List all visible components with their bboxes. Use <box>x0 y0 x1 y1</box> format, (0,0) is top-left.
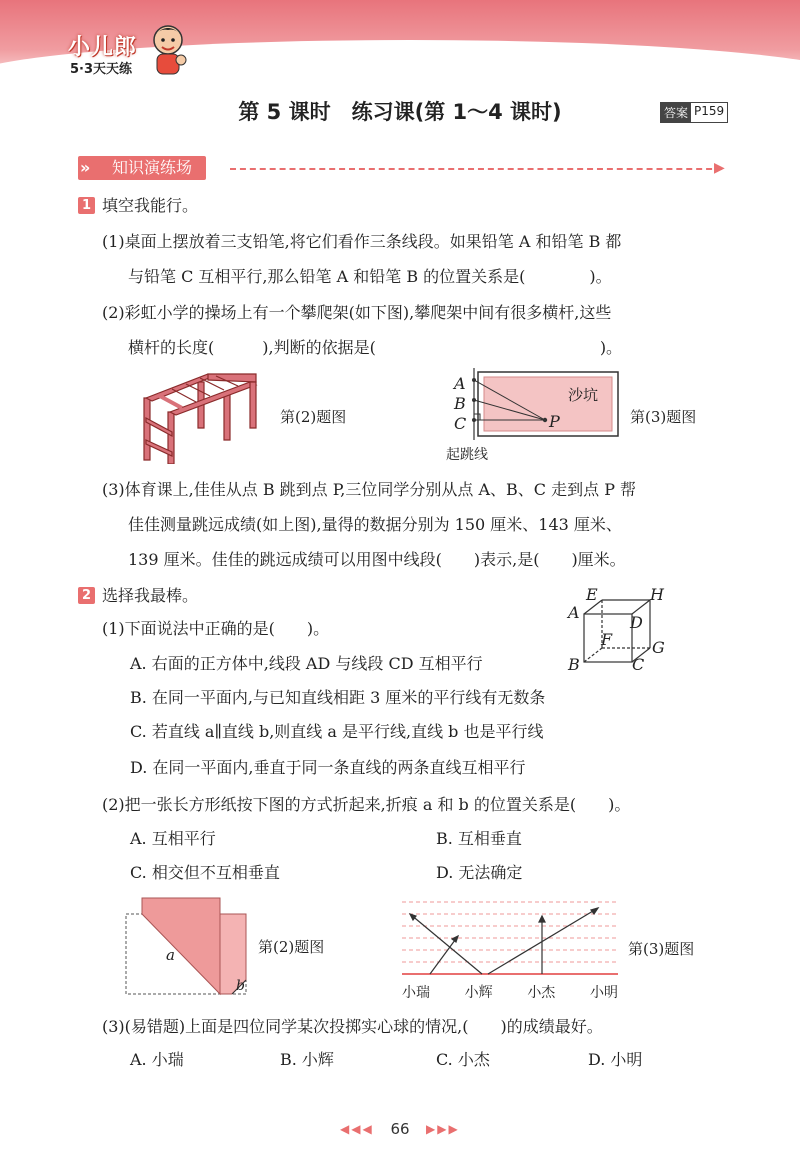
sandpit-point-a: A <box>454 374 466 393</box>
q2-s2-option-d[interactable]: D. 无法确定 <box>436 863 523 882</box>
cube-label-c: C <box>632 655 645 674</box>
throw-name-xiaohui: 小辉 <box>464 985 493 1001</box>
cube-label-b: B <box>568 655 580 674</box>
q1-p1-line2: 与铅笔 C 互相平行,那么铅笔 A 和铅笔 B 的位置关系是( )。 <box>128 267 612 286</box>
q2-s1-option-b[interactable]: B. 在同一平面内,与已知直线相距 3 厘米的平行线有无数条 <box>130 688 546 707</box>
sandpit-figure <box>450 368 622 444</box>
sandpit-point-b: B <box>454 394 466 413</box>
throw-name-xiaojie: 小杰 <box>527 985 556 1001</box>
fold-crease-a: a <box>166 946 175 964</box>
mascot-icon <box>148 22 188 82</box>
q2-s3-option-d[interactable]: D. 小明 <box>588 1050 643 1069</box>
q2-s3-option-b[interactable]: B. 小辉 <box>280 1050 334 1069</box>
q2-s3-option-c[interactable]: C. 小杰 <box>436 1050 490 1069</box>
section-tag: 知识演练场 <box>78 156 206 180</box>
q2-s3-stem: (3)(易错题)上面是四位同学某次投掷实心球的情况,( )的成绩最好。 <box>102 1017 603 1036</box>
q1-p3-line2: 佳佳测量跳远成绩(如上图),量得的数据分别为 150 厘米、143 厘米、 <box>128 515 622 534</box>
q1-p3-line1: (3)体育课上,佳佳从点 B 跳到点 P,三位同学分别从点 A、B、C 走到点 P 帮 <box>102 480 637 499</box>
question-2-title: 选择我最棒。 <box>102 586 199 605</box>
cube-label-h: H <box>650 585 664 604</box>
page-number: 66 <box>390 1120 410 1138</box>
question-1-number: 1 <box>78 197 95 214</box>
q2-s1-option-a[interactable]: A. 右面的正方体中,线段 AD 与线段 CD 互相平行 <box>130 654 483 673</box>
footer-left-arrows-icon: ◀◀◀ <box>340 1122 374 1136</box>
sandpit-point-p: P <box>549 412 560 431</box>
q2-s2-option-c[interactable]: C. 相交但不互相垂直 <box>130 863 280 882</box>
question-2-number: 2 <box>78 587 95 604</box>
throw-names <box>402 982 618 1002</box>
q2-s2-option-b[interactable]: B. 互相垂直 <box>436 829 522 848</box>
sandpit-label: 沙坑 <box>568 386 599 404</box>
q1-p2-line2: 横杆的长度( ),判断的依据是( )。 <box>128 338 623 357</box>
section-arrow-icon: » <box>80 158 91 177</box>
answer-label: 答案 <box>661 103 691 122</box>
logo-title: 小儿郎 <box>68 35 138 60</box>
q2-s3-option-a[interactable]: A. 小瑞 <box>130 1050 184 1069</box>
throw-name-xiaorui: 小瑞 <box>402 985 430 1001</box>
question-1-title: 填空我能行。 <box>102 196 199 215</box>
section-divider <box>230 168 722 170</box>
cube-label-d: D <box>630 613 643 632</box>
q1-p2-line1: (2)彩虹小学的操场上有一个攀爬架(如下图),攀爬架中间有很多横杆,这些 <box>102 303 612 322</box>
cube-label-f: F <box>601 630 613 649</box>
throw-fig-caption: 第(3)题图 <box>628 940 695 958</box>
section-end-icon: ▶ <box>714 160 725 176</box>
footer-right-arrows-icon: ▶▶▶ <box>426 1122 460 1136</box>
cube-figure <box>580 596 660 672</box>
page-title: 第 5 课时 练习课(第 1～4 课时) <box>238 100 562 124</box>
cube-label-g: G <box>652 638 665 657</box>
fold-fig-caption: 第(2)题图 <box>258 938 325 956</box>
q1-p3-line3: 139 厘米。佳佳的跳远成绩可以用图中线段( )表示,是( )厘米。 <box>128 550 626 569</box>
q2-s1-stem: (1)下面说法中正确的是( )。 <box>102 619 330 638</box>
cube-label-e: E <box>586 585 598 604</box>
answer-page: P159 <box>694 104 725 118</box>
throwing-figure <box>402 896 618 984</box>
sandpit-point-c: C <box>454 414 467 433</box>
q2-s1-option-c[interactable]: C. 若直线 a∥直线 b,则直线 a 是平行线,直线 b 也是平行线 <box>130 722 544 741</box>
logo-subtitle: 5·3天天练 <box>70 62 133 77</box>
q2-s2-stem: (2)把一张长方形纸按下图的方式折起来,折痕 a 和 b 的位置关系是( )。 <box>102 795 631 814</box>
answer-ref[interactable] <box>660 102 728 123</box>
climbing-frame-figure <box>138 368 270 468</box>
q2-s1-option-d[interactable]: D. 在同一平面内,垂直于同一条直线的两条直线互相平行 <box>130 758 526 777</box>
jump-line-label: 起跳线 <box>446 447 488 463</box>
q1-p1-line1: (1)桌面上摆放着三支铅笔,将它们看作三条线段。如果铅笔 A 和铅笔 B 都 <box>102 232 622 251</box>
fig3-caption: 第(3)题图 <box>630 408 697 426</box>
q2-s2-option-a[interactable]: A. 互相平行 <box>130 829 216 848</box>
fig2-caption: 第(2)题图 <box>280 408 347 426</box>
fold-crease-b: b <box>236 978 245 994</box>
folded-paper-figure <box>122 894 252 1002</box>
cube-label-a: A <box>568 603 580 622</box>
throw-name-xiaoming: 小明 <box>589 985 618 1001</box>
